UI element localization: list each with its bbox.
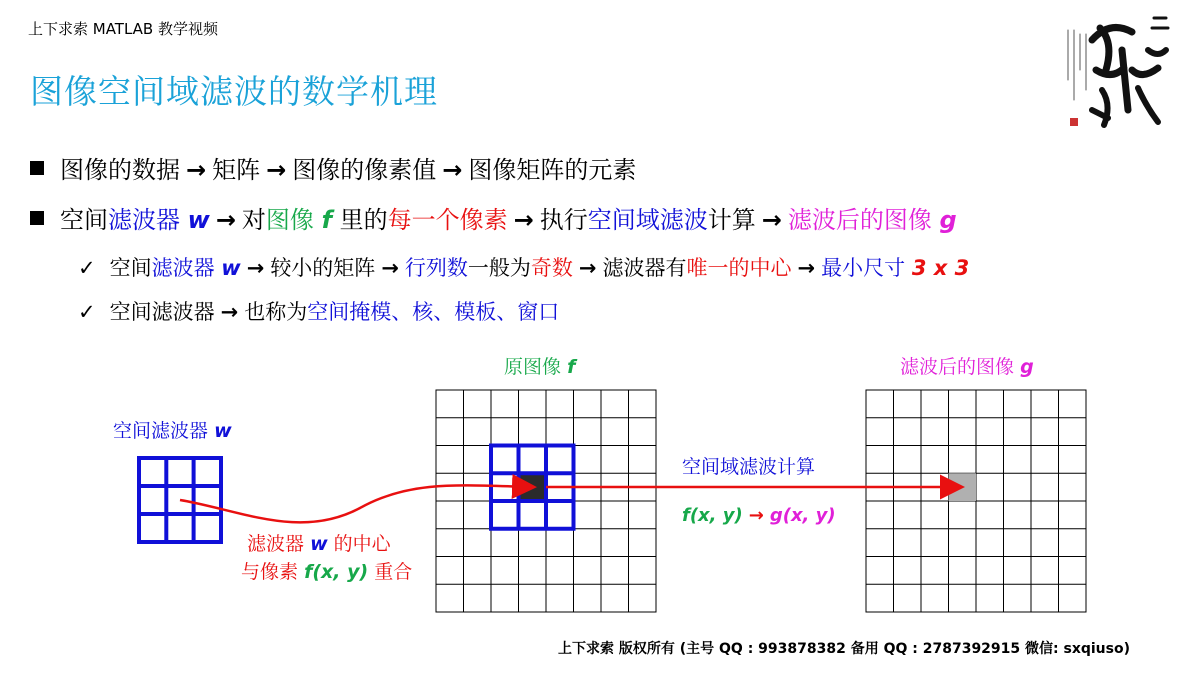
filtering-diagram bbox=[0, 340, 1192, 630]
arrow-right-icon: → bbox=[513, 206, 534, 234]
bullet-2-text: 执行 bbox=[539, 206, 588, 234]
arrow-right-icon: → bbox=[797, 256, 816, 280]
bullet-2-filter: 滤波器 bbox=[108, 206, 180, 234]
bullet-2-spatial-filter: 空间域滤波 bbox=[587, 206, 708, 234]
arrow-right-icon: → bbox=[442, 156, 463, 184]
sub-1-w: w bbox=[221, 256, 241, 280]
arrow-right-icon: → bbox=[381, 256, 399, 280]
arrow-right-icon: → bbox=[186, 156, 207, 184]
bullet-1-text-2: 矩阵 bbox=[212, 156, 261, 184]
sub-bullet-2 bbox=[78, 296, 559, 326]
arrow-right-icon: → bbox=[246, 256, 265, 280]
arrow-right-icon: → bbox=[578, 256, 597, 280]
sub-1-center: 唯一的中心 bbox=[686, 256, 792, 280]
bullet-1 bbox=[30, 150, 636, 185]
footer-copyright: 上下求索 版权所有 (主号 QQ : 993878382 备用 QQ : 2787392915 微信: sxqiuso) bbox=[558, 641, 1130, 657]
bullet-2-f: f bbox=[321, 206, 333, 234]
result-label: 滤波后的图像 g bbox=[900, 356, 1034, 378]
bullet-2-g: g bbox=[939, 206, 957, 234]
bullet-1-text-1: 图像的数据 bbox=[60, 156, 180, 184]
page-title: 图像空间域滤波的数学机理 bbox=[30, 72, 438, 111]
bullet-2-text: 里的 bbox=[339, 206, 388, 234]
bullet-2-result: 滤波后的图像 bbox=[787, 206, 932, 234]
square-bullet-icon bbox=[30, 211, 44, 225]
checkmark-icon: ✓ bbox=[78, 300, 96, 324]
center-label-1: 滤波器 w 的中心 bbox=[247, 533, 391, 555]
arrow-right-icon: → bbox=[748, 505, 764, 526]
arrow-right-icon: → bbox=[266, 156, 287, 184]
sub-1-text: 空间 bbox=[109, 256, 152, 280]
bullet-1-text-3: 图像的像素值 bbox=[292, 156, 437, 184]
checkmark-icon: ✓ bbox=[78, 256, 96, 280]
sub-2-text: 也称为 bbox=[244, 300, 308, 324]
arrow-right-icon: → bbox=[215, 206, 236, 234]
center-label-2: 与像素 f(x, y) 重合 bbox=[241, 561, 413, 583]
fxy-to-gxy: f(x, y) → g(x, y) bbox=[682, 505, 836, 526]
arrow-right-icon: → bbox=[220, 300, 239, 324]
bullet-1-text-4: 图像矩阵的元素 bbox=[468, 156, 637, 184]
calligraphy-logo bbox=[1062, 10, 1180, 134]
bullet-2-text: 计算 bbox=[707, 206, 756, 234]
sub-1-min-size: 最小尺寸 bbox=[821, 256, 906, 280]
sub-1-text: 一般为 bbox=[467, 256, 531, 280]
sub-1-3x3: 3 x 3 bbox=[911, 256, 970, 280]
sub-1-text: 滤波器有 bbox=[602, 256, 687, 280]
filter-label: 空间滤波器 w bbox=[113, 420, 232, 442]
bullet-2-text: 空间 bbox=[60, 206, 108, 234]
bullet-2 bbox=[30, 200, 957, 235]
sub-1-text: 较小的矩阵 bbox=[270, 256, 376, 280]
sub-1-rows: 行列数 bbox=[404, 256, 468, 280]
sub-1-filter: 滤波器 bbox=[151, 256, 215, 280]
bullet-2-text: 对 bbox=[241, 206, 266, 234]
sub-bullet-1 bbox=[78, 252, 969, 282]
arrow-right-icon: → bbox=[761, 206, 782, 234]
sub-2-names: 空间掩模、核、模板、窗口 bbox=[307, 300, 560, 324]
center-arrow bbox=[180, 485, 532, 522]
bullet-2-each-pixel: 每一个像素 bbox=[387, 206, 508, 234]
compute-label: 空间域滤波计算 bbox=[682, 456, 816, 478]
square-bullet-icon bbox=[30, 161, 44, 175]
bullet-2-image: 图像 bbox=[265, 206, 314, 234]
course-header: 上下求索 MATLAB 教学视频 bbox=[28, 20, 218, 38]
sub-2-text: 空间滤波器 bbox=[109, 300, 215, 324]
bullet-2-w: w bbox=[187, 206, 210, 234]
sub-1-odd: 奇数 bbox=[530, 256, 573, 280]
original-label: 原图像 f bbox=[504, 356, 576, 378]
